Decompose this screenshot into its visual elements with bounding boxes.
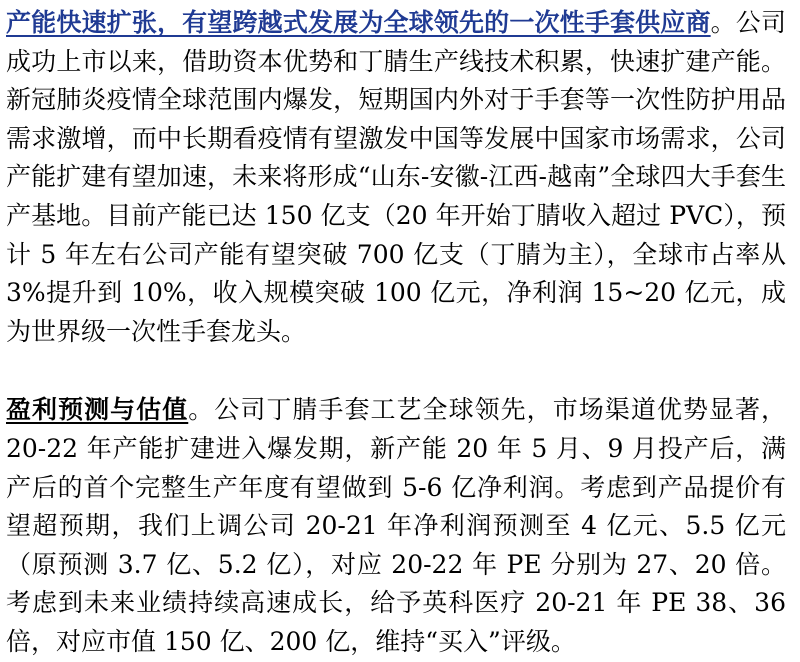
paragraph-profit-forecast [6,391,786,661]
paragraph-capacity-expansion [6,4,786,351]
paragraph-body: 。公司丁腈手套工艺全球领先，市场渠道优势显著，20-22 年产能扩建进入爆发期，新产能 20 年 5 月、9 月投产后，满产后的首个完整生产年度有望做到 5-6 亿净利润。考虑到产品提价有望超预期，我们上调公司 20-21 年净利润预测至 4 亿元、5.5 亿元（原预测 3.7 亿、5.2 亿），对应 20-22 年 PE 分别为 27、20 倍。考虑到未来业绩持续高速成长，给予英科医疗 20-21 年 PE 38、36 倍，对应市值 150 亿、200 亿，维持“买入”评级。 [6,395,786,656]
paragraph-heading: 盈利预测与估值 [6,395,189,425]
paragraph-heading: 产能快速扩张，有望跨越式发展为全球领先的一次性手套供应商 [6,8,711,37]
paragraph-body: 。公司成功上市以来，借助资本优势和丁腈生产线技术积累，快速扩建产能。新冠肺炎疫情全球范围内爆发，短期国内外对于手套等一次性防护用品需求激增，而中长期看疫情有望激发中国等发展中国家市场需求，公司产能扩建有望加速，未来将形成“山东-安徽-江西-越南”全球四大手套生产基地。目前产能已达 150 亿支（20 年开始丁腈收入超过 PVC），预计 5 年左右公司产能有望突破 700 亿支（丁腈为主），全球市占率从 3%提升到 10%，收入规模突破 100 亿元，净利润 15~20 亿元，成为世界级一次性手套龙头。 [6,8,786,346]
